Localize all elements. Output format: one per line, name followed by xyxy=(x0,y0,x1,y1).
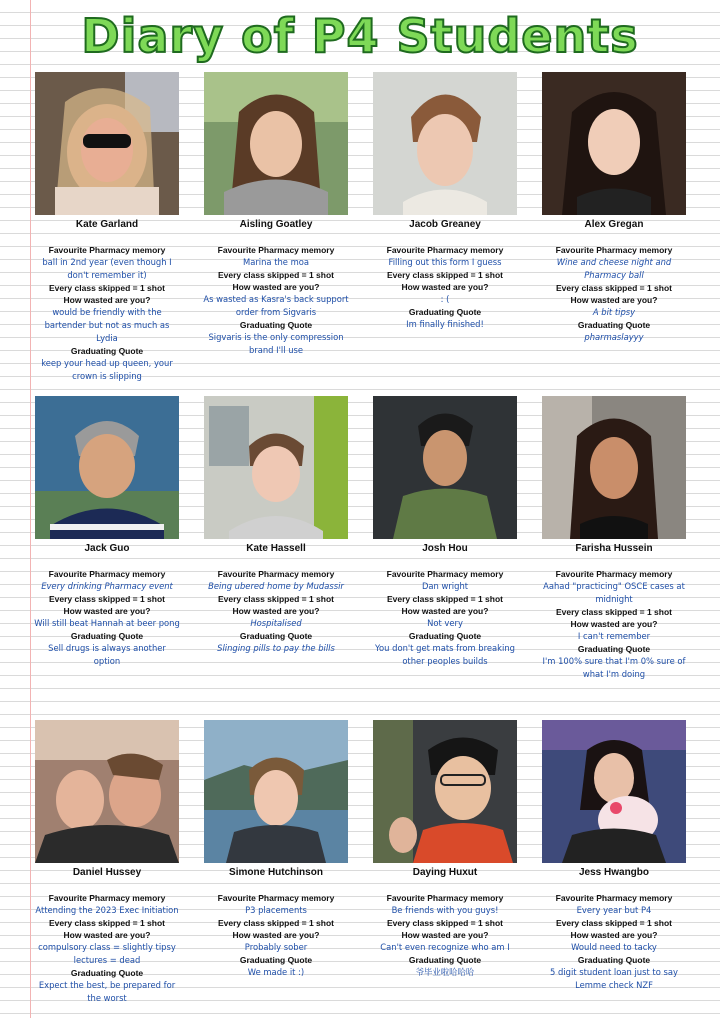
memory-label: Favourite Pharmacy memory xyxy=(217,245,335,255)
student-card xyxy=(34,72,180,383)
student-name: Jack Guo xyxy=(84,543,130,554)
wasted-label: How wasted are you? xyxy=(63,930,151,940)
wasted-answer: Would need to tacky xyxy=(571,942,657,952)
student-photo xyxy=(204,720,348,863)
memory-label: Favourite Pharmacy memory xyxy=(386,893,504,903)
memory-answer: Marina the moa xyxy=(242,257,310,267)
memory-answer: Wine and cheese night and Pharmacy ball xyxy=(556,257,672,280)
student-photo xyxy=(35,396,179,539)
memory-label: Favourite Pharmacy memory xyxy=(386,245,504,255)
memory-label: Favourite Pharmacy memory xyxy=(217,893,335,903)
skipped-label: Every class skipped = 1 shot xyxy=(556,607,672,617)
quote-answer: 爷毕业啦哈哈哈 xyxy=(415,967,475,977)
wasted-answer: Not very xyxy=(427,618,463,628)
student-photo xyxy=(542,720,686,863)
memory-label: Favourite Pharmacy memory xyxy=(217,569,335,579)
student-name: Farisha Hussein xyxy=(575,543,653,554)
wasted-label: How wasted are you? xyxy=(401,606,489,616)
student-name: Josh Hou xyxy=(422,543,468,554)
memory-answer: Aahad "practicing" OSCE cases at midnight xyxy=(543,581,685,604)
skipped-label: Every class skipped = 1 shot xyxy=(387,918,503,928)
skipped-label: Every class skipped = 1 shot xyxy=(387,594,503,604)
wasted-label: How wasted are you? xyxy=(63,295,151,305)
quote-answer: Im finally finished! xyxy=(406,319,484,329)
quote-label: Graduating Quote xyxy=(239,320,313,330)
quote-label: Graduating Quote xyxy=(408,955,482,965)
memory-label: Favourite Pharmacy memory xyxy=(555,893,673,903)
student-name: Daniel Hussey xyxy=(72,867,142,878)
skipped-label: Every class skipped = 1 shot xyxy=(218,918,334,928)
student-photo xyxy=(373,396,517,539)
wasted-label: How wasted are you? xyxy=(63,606,151,616)
wasted-label: How wasted are you? xyxy=(570,619,658,629)
student-card xyxy=(203,720,349,979)
quote-answer: Sell drugs is always another option xyxy=(48,643,166,666)
wasted-answer: As wasted as Kasra's back support order from Sigvaris xyxy=(203,294,349,317)
memory-answer: Attending the 2023 Exec Initiation xyxy=(35,905,179,915)
student-name: Jacob Greaney xyxy=(409,219,481,230)
student-photo xyxy=(542,72,686,215)
student-name: Jess Hwangbo xyxy=(578,867,650,878)
quote-answer: Expect the best, be prepared for the worst xyxy=(38,980,176,1003)
quote-label: Graduating Quote xyxy=(70,968,144,978)
student-photo xyxy=(373,72,517,215)
student-card xyxy=(541,396,687,681)
quote-label: Graduating Quote xyxy=(239,631,313,641)
student-card xyxy=(34,396,180,668)
student-name: Aisling Goatley xyxy=(239,219,313,230)
skipped-label: Every class skipped = 1 shot xyxy=(218,270,334,280)
wasted-answer: Will still beat Hannah at beer pong xyxy=(34,618,180,628)
quote-label: Graduating Quote xyxy=(239,955,313,965)
memory-answer: Every drinking Pharmacy event xyxy=(41,581,173,591)
memory-label: Favourite Pharmacy memory xyxy=(555,569,673,579)
student-card xyxy=(372,72,518,331)
wasted-answer: would be friendly with the bartender but not as much as Lydia xyxy=(44,307,170,343)
wasted-label: How wasted are you? xyxy=(570,930,658,940)
memory-answer: Every year but P4 xyxy=(576,905,652,915)
student-card xyxy=(203,72,349,357)
student-photo xyxy=(204,72,348,215)
wasted-label: How wasted are you? xyxy=(570,295,658,305)
memory-label: Favourite Pharmacy memory xyxy=(48,245,166,255)
wasted-answer: A bit tipsy xyxy=(592,307,636,317)
student-card xyxy=(541,720,687,992)
skipped-label: Every class skipped = 1 shot xyxy=(49,594,165,604)
student-name: Kate Garland xyxy=(75,219,139,230)
wasted-answer: : ( xyxy=(440,294,450,304)
memory-answer: Dan wright xyxy=(421,581,469,591)
wasted-answer: I can't remember xyxy=(577,631,651,641)
student-photo xyxy=(542,396,686,539)
skipped-label: Every class skipped = 1 shot xyxy=(218,594,334,604)
student-photo xyxy=(373,720,517,863)
student-name: Simone Hutchinson xyxy=(229,867,323,878)
memory-label: Favourite Pharmacy memory xyxy=(48,569,166,579)
page-title: Diary of P4 Students xyxy=(81,9,639,63)
quote-label: Graduating Quote xyxy=(408,631,482,641)
wasted-answer: Hospitalised xyxy=(250,618,302,628)
skipped-label: Every class skipped = 1 shot xyxy=(49,918,165,928)
student-card xyxy=(372,396,518,668)
quote-answer: pharmaslayyy xyxy=(584,332,644,342)
notebook-margin-line xyxy=(30,0,31,1018)
student-photo xyxy=(35,72,179,215)
student-card xyxy=(372,720,518,979)
quote-answer: We made it :) xyxy=(247,967,305,977)
skipped-label: Every class skipped = 1 shot xyxy=(556,918,672,928)
wasted-label: How wasted are you? xyxy=(401,930,489,940)
student-card xyxy=(203,396,349,655)
wasted-answer: Can't even recognize who am I xyxy=(380,942,510,952)
memory-label: Favourite Pharmacy memory xyxy=(386,569,504,579)
quote-label: Graduating Quote xyxy=(577,644,651,654)
wasted-label: How wasted are you? xyxy=(232,282,320,292)
skipped-label: Every class skipped = 1 shot xyxy=(49,283,165,293)
quote-label: Graduating Quote xyxy=(408,307,482,317)
quote-label: Graduating Quote xyxy=(577,320,651,330)
quote-answer: You don't get mats from breaking other peoples builds xyxy=(375,643,515,666)
wasted-answer: Probably sober xyxy=(244,942,308,952)
quote-answer: 5 digit student loan just to say Lemme check NZF xyxy=(550,967,678,990)
memory-answer: Filling out this form I guess xyxy=(388,257,502,267)
memory-label: Favourite Pharmacy memory xyxy=(555,245,673,255)
quote-answer: Sigvaris is the only compression brand I'll use xyxy=(208,332,344,355)
memory-answer: Being ubered home by Mudassir xyxy=(208,581,344,591)
memory-answer: ball in 2nd year (even though I don't remember it) xyxy=(42,257,172,280)
wasted-answer: compulsory class = slightly tipsy lectures = dead xyxy=(38,942,176,965)
skipped-label: Every class skipped = 1 shot xyxy=(556,283,672,293)
memory-answer: Be friends with you guys! xyxy=(391,905,499,915)
memory-label: Favourite Pharmacy memory xyxy=(48,893,166,903)
quote-label: Graduating Quote xyxy=(577,955,651,965)
quote-answer: keep your head up queen, your crown is slipping xyxy=(41,358,173,381)
student-name: Alex Gregan xyxy=(584,219,644,230)
student-card xyxy=(34,720,180,1005)
student-photo xyxy=(35,720,179,863)
skipped-label: Every class skipped = 1 shot xyxy=(387,270,503,280)
quote-answer: Slinging pills to pay the bills xyxy=(217,643,335,653)
wasted-label: How wasted are you? xyxy=(401,282,489,292)
student-card xyxy=(541,72,687,344)
quote-answer: I'm 100% sure that I'm 0% sure of what I'm doing xyxy=(542,656,686,679)
student-name: Kate Hassell xyxy=(246,543,306,554)
quote-label: Graduating Quote xyxy=(70,631,144,641)
wasted-label: How wasted are you? xyxy=(232,606,320,616)
wasted-label: How wasted are you? xyxy=(232,930,320,940)
memory-answer: P3 placements xyxy=(245,905,307,915)
student-name: Daying Huxut xyxy=(412,867,478,878)
student-photo xyxy=(204,396,348,539)
quote-label: Graduating Quote xyxy=(70,346,144,356)
